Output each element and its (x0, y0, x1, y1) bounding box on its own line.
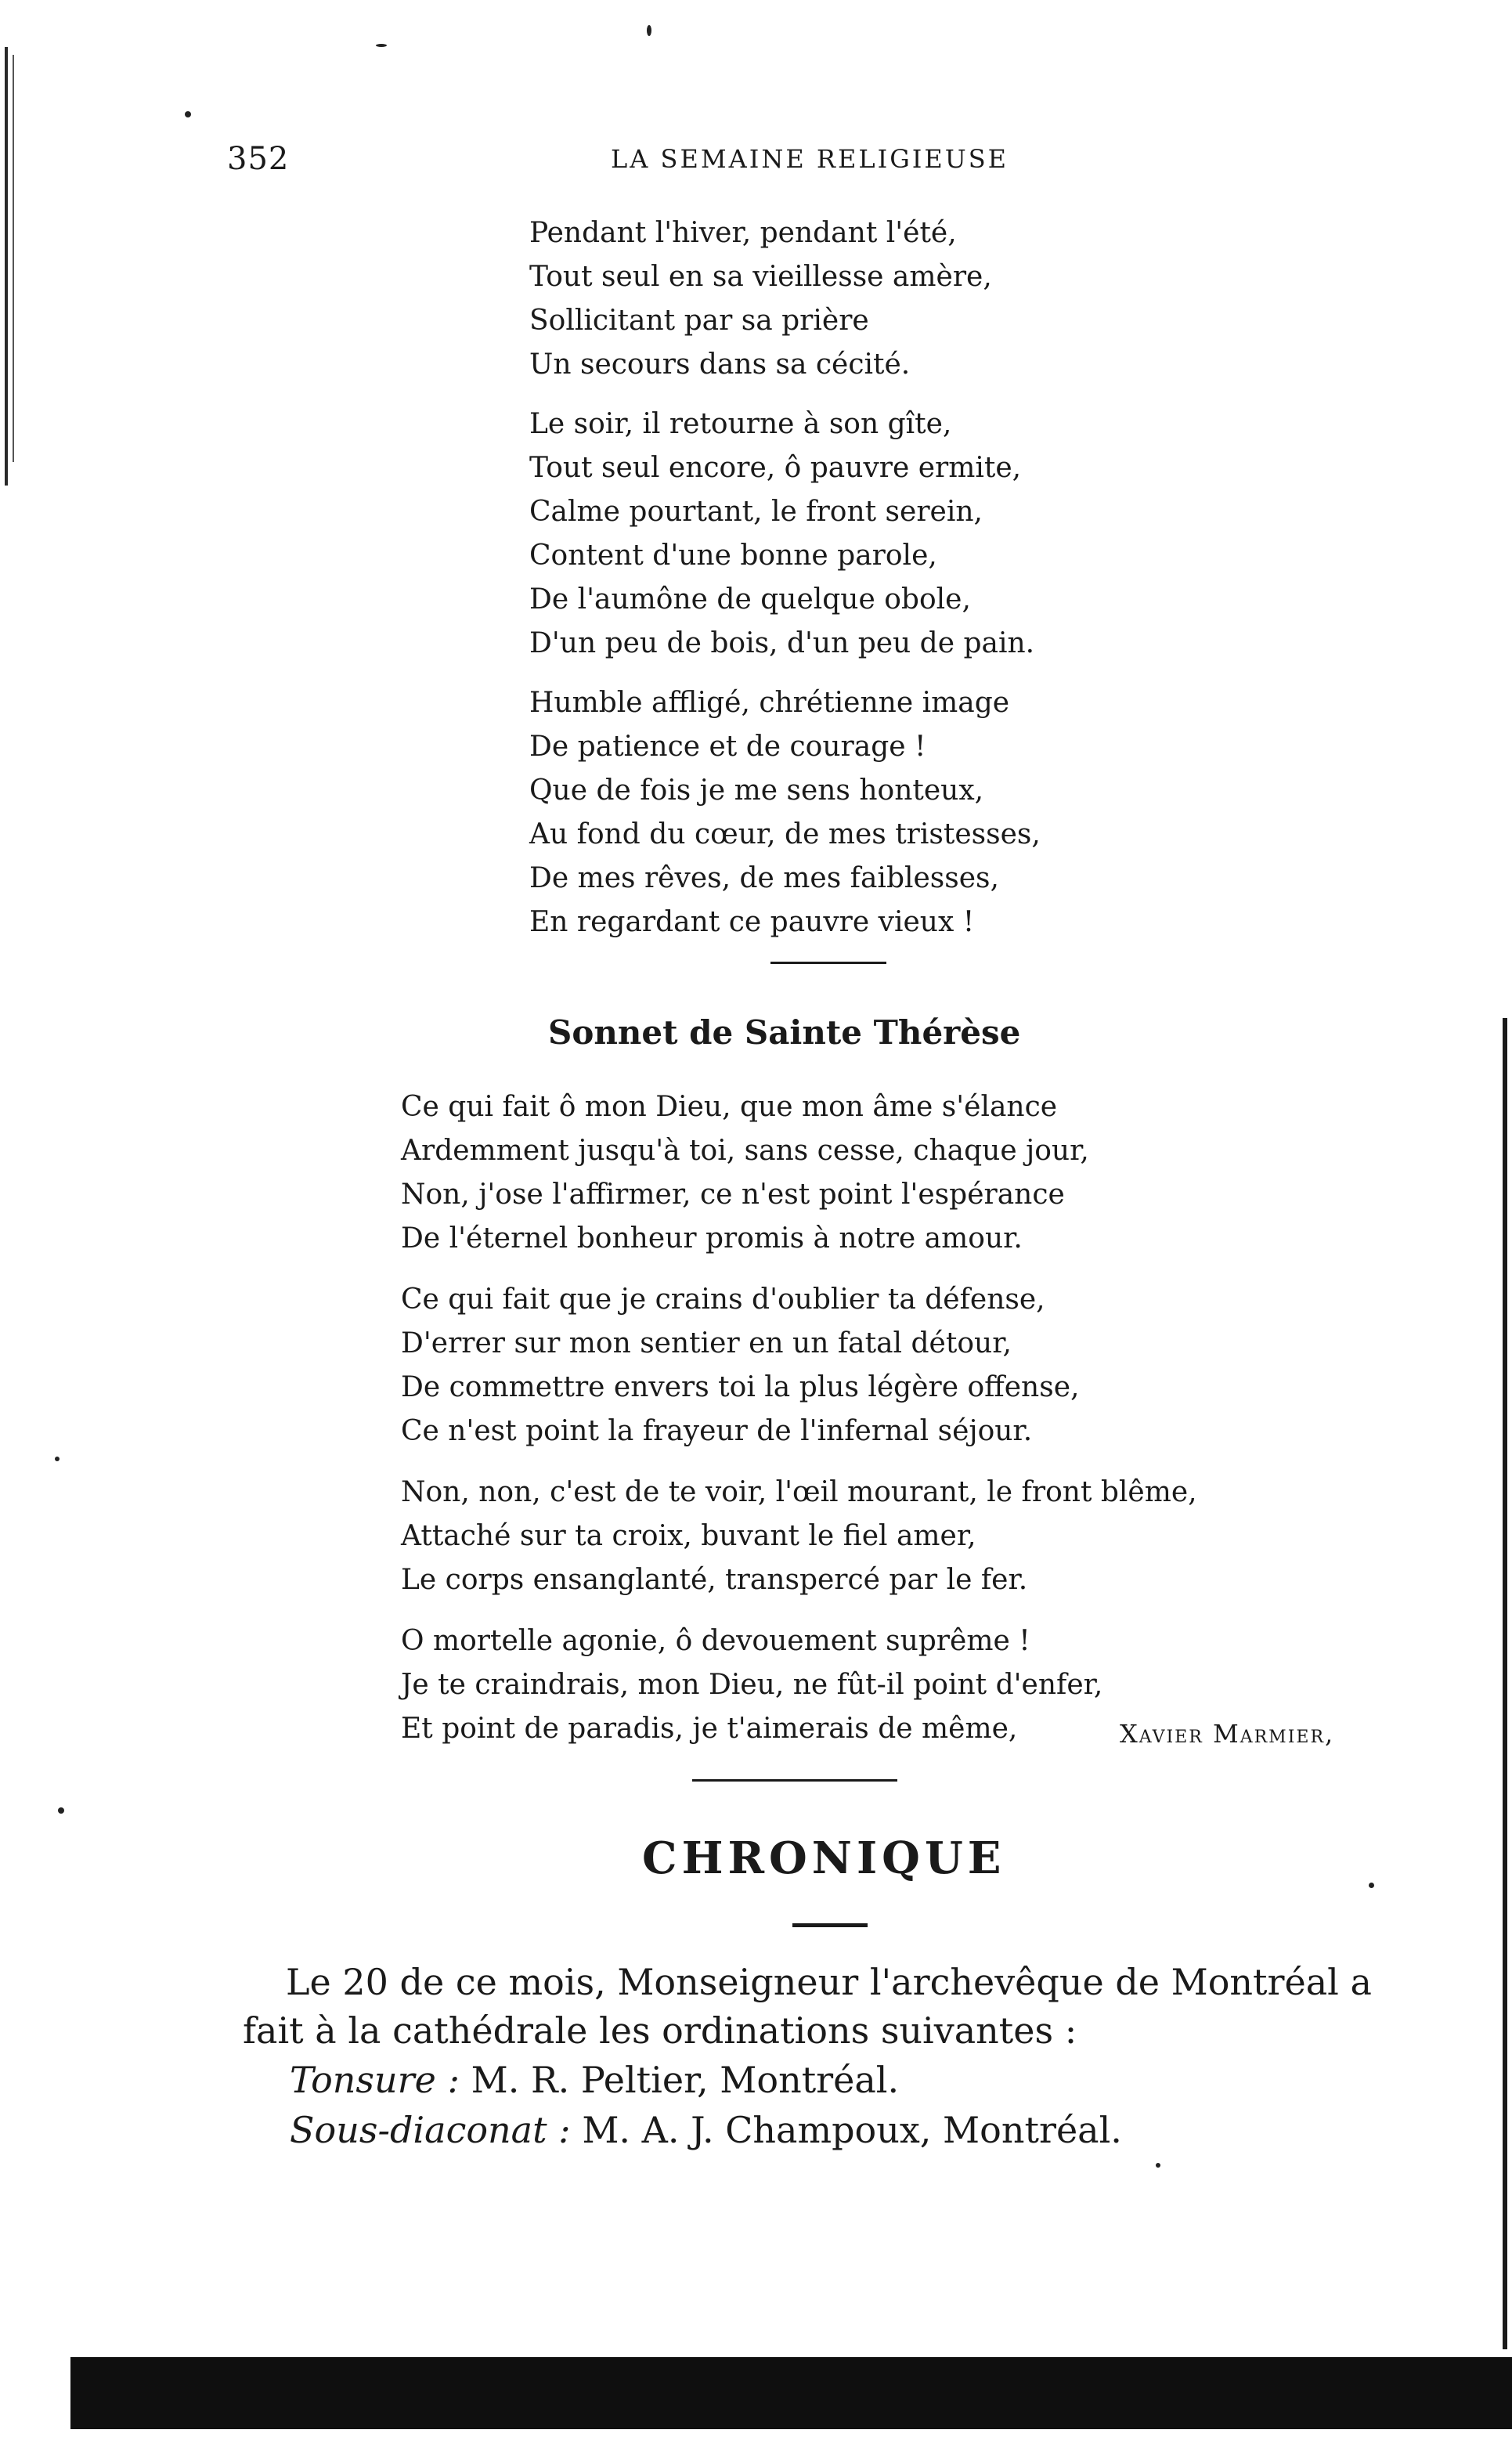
poem-stanza (529, 681, 1234, 944)
page-number: 352 (227, 141, 290, 177)
sonnet-line: Le corps ensanglanté, transpercé par le fer. (401, 1564, 1028, 1596)
sonnet-line: O mortelle agonie, ô devouement suprême ! (401, 1625, 1030, 1657)
sonnet-line: Et point de paradis, je t'aimerais de même, (401, 1713, 1018, 1745)
ordination-label: Sous-diaconat : (290, 2109, 571, 2151)
poem-line: Pendant l'hiver, pendant l'été, (529, 217, 957, 249)
poem-line: Calme pourtant, le front serein, (529, 496, 983, 528)
scan-speck (1369, 1883, 1374, 1888)
ordination-value: M. A. J. Champoux, Montréal. (582, 2109, 1122, 2151)
ordination-label: Tonsure : (290, 2059, 460, 2101)
poem-stanza (529, 211, 1234, 387)
section-divider (692, 1779, 897, 1782)
sonnet-line: D'errer sur mon sentier en un fatal détour, (401, 1327, 1012, 1359)
sonnet-line: Ce n'est point la frayeur de l'infernal séjour. (401, 1415, 1033, 1447)
scan-speck (55, 1457, 60, 1461)
poem-line: De l'aumône de quelque obole, (529, 583, 971, 616)
scan-edge-right (1503, 1018, 1507, 2349)
sonnet-line: Ardemment jusqu'à toi, sans cesse, chaque jour, (401, 1135, 1089, 1167)
running-title: LA SEMAINE RELIGIEUSE (611, 144, 1009, 174)
chronique-intro-line: Le 20 de ce mois, Monseigneur l'archevêque de Montréal a (286, 1961, 1372, 2003)
ordination-entry (243, 2105, 1425, 2155)
chronique-heading: CHRONIQUE (642, 1832, 1006, 1884)
sonnet-author: Xavier Marmier, (1120, 1719, 1335, 1749)
sonnet-line: Ce qui fait ô mon Dieu, que mon âme s'élance (401, 1091, 1058, 1123)
poem-line: D'un peu de bois, d'un peu de pain. (529, 627, 1035, 659)
sonnet-title: Sonnet de Sainte Thérèse (548, 1013, 1021, 1052)
scan-speck (1156, 2163, 1160, 2168)
sonnet-stanza (401, 1085, 1341, 1261)
scan-speck (58, 1807, 64, 1814)
scan-edge-left (5, 47, 8, 486)
poem-stanza (529, 403, 1234, 666)
scan-speck (376, 44, 387, 47)
chronique-intro-line: fait à la cathédrale les ordinations suivantes : (243, 2009, 1077, 2052)
scan-bottom-bar (70, 2357, 1512, 2429)
chronique-body (243, 1958, 1425, 2155)
sonnet-stanza (401, 1278, 1341, 1453)
scan-edge-left-inner (13, 55, 14, 462)
sonnet-line: Attaché sur ta croix, buvant le fiel amer, (401, 1520, 976, 1552)
poem-continued (529, 211, 1234, 960)
section-divider (770, 962, 886, 964)
poem-line: Content d'une bonne parole, (529, 540, 937, 572)
poem-line: De mes rêves, de mes faiblesses, (529, 862, 999, 894)
poem-line: Au fond du cœur, de mes tristesses, (529, 818, 1041, 850)
ordination-value: M. R. Peltier, Montréal. (471, 2059, 900, 2101)
scan-speck (185, 111, 191, 117)
sonnet-line: Je te craindrais, mon Dieu, ne fût-il point d'enfer, (401, 1669, 1103, 1701)
poem-line: Tout seul en sa vieillesse amère, (529, 261, 992, 293)
sonnet-line: Non, non, c'est de te voir, l'œil mourant, le front blême, (401, 1476, 1197, 1508)
sonnet-stanza (401, 1471, 1341, 1602)
poem-line: Un secours dans sa cécité. (529, 348, 911, 381)
scan-speck (647, 25, 651, 36)
ordination-entry (243, 2055, 1425, 2105)
sonnet-line: De commettre envers toi la plus légère offense, (401, 1371, 1080, 1403)
poem-line: Le soir, il retourne à son gîte, (529, 408, 952, 440)
sonnet-line: De l'éternel bonheur promis à notre amour. (401, 1222, 1023, 1255)
poem-line: En regardant ce pauvre vieux ! (529, 906, 975, 938)
sonnet-line: Non, j'ose l'affirmer, ce n'est point l'espérance (401, 1179, 1065, 1211)
poem-line: Que de fois je me sens honteux, (529, 774, 984, 807)
heading-underline (792, 1923, 868, 1927)
poem-line: De patience et de courage ! (529, 731, 926, 763)
poem-line: Sollicitant par sa prière (529, 305, 869, 337)
poem-line: Tout seul encore, ô pauvre ermite, (529, 452, 1022, 484)
poem-line: Humble affligé, chrétienne image (529, 687, 1010, 719)
sonnet-line: Ce qui fait que je crains d'oublier ta défense, (401, 1283, 1045, 1316)
sonnet-body (401, 1085, 1341, 1768)
